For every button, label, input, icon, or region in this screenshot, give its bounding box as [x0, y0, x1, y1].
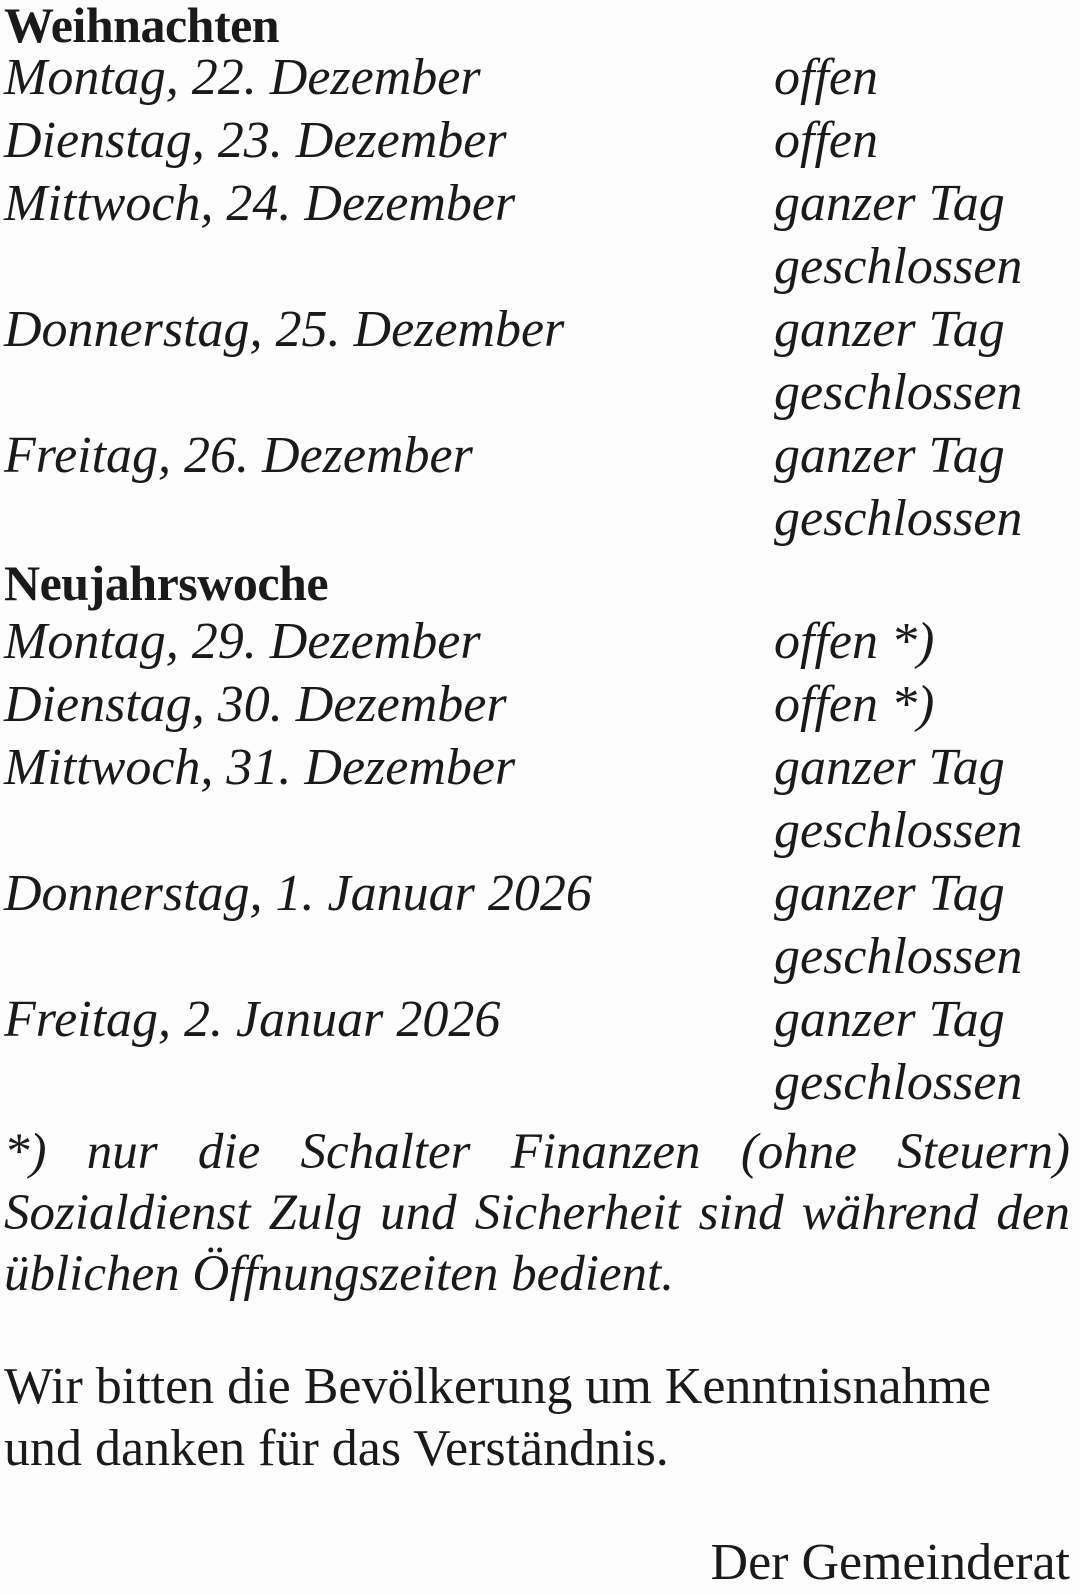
footnote: *) nur die Schalter Finanzen (ohne Steuern) Sozialdienst Zulg und Sicherheit sind während den üblichen Öffnungszeiten bedient. [4, 1124, 1070, 1302]
schedule-status: ganzer Tag geschlossen [774, 427, 1023, 547]
schedule-status: ganzer Tag geschlossen [774, 739, 1023, 859]
schedule-status: offen *) [774, 676, 935, 733]
schedule-row [4, 46, 1070, 109]
schedule-row [4, 298, 1070, 424]
schedule-row [4, 862, 1070, 988]
schedule-row [4, 109, 1070, 172]
schedule-day: Dienstag, 30. Dezember [4, 676, 507, 733]
schedule-day: Montag, 29. Dezember [4, 613, 481, 670]
schedule-row [4, 610, 1070, 673]
schedule-christmas [4, 46, 1070, 550]
holiday-notice [4, 0, 1070, 1594]
signature: Der Gemeinderat [710, 1534, 1070, 1591]
schedule-status: ganzer Tag geschlossen [774, 301, 1023, 421]
schedule-day: Donnerstag, 25. Dezember [4, 301, 565, 358]
schedule-row [4, 172, 1070, 298]
schedule-day: Montag, 22. Dezember [4, 49, 481, 106]
schedule-status: offen [774, 49, 878, 106]
schedule-day: Donnerstag, 1. Januar 2026 [4, 865, 592, 922]
section-heading-new-year: Neujahrswoche [4, 555, 329, 611]
schedule-row [4, 988, 1070, 1114]
section-heading-christmas: Weihnachten [4, 0, 280, 53]
schedule-status: ganzer Tag geschlossen [774, 175, 1023, 295]
schedule-day: Freitag, 2. Januar 2026 [4, 991, 501, 1048]
schedule-new-year [4, 610, 1070, 1114]
schedule-day: Freitag, 26. Dezember [4, 427, 473, 484]
closing-paragraph: Wir bitten die Bevölkerung um Kenntnisnahme und danken für das Verständnis. [4, 1358, 992, 1477]
schedule-status: ganzer Tag geschlossen [774, 991, 1023, 1111]
schedule-day: Mittwoch, 31. Dezember [4, 739, 516, 796]
schedule-day: Dienstag, 23. Dezember [4, 112, 507, 169]
schedule-day: Mittwoch, 24. Dezember [4, 175, 516, 232]
schedule-row [4, 736, 1070, 862]
schedule-row [4, 673, 1070, 736]
schedule-status: ganzer Tag geschlossen [774, 865, 1023, 985]
schedule-status: offen *) [774, 613, 935, 670]
schedule-row [4, 424, 1070, 550]
schedule-status: offen [774, 112, 878, 169]
